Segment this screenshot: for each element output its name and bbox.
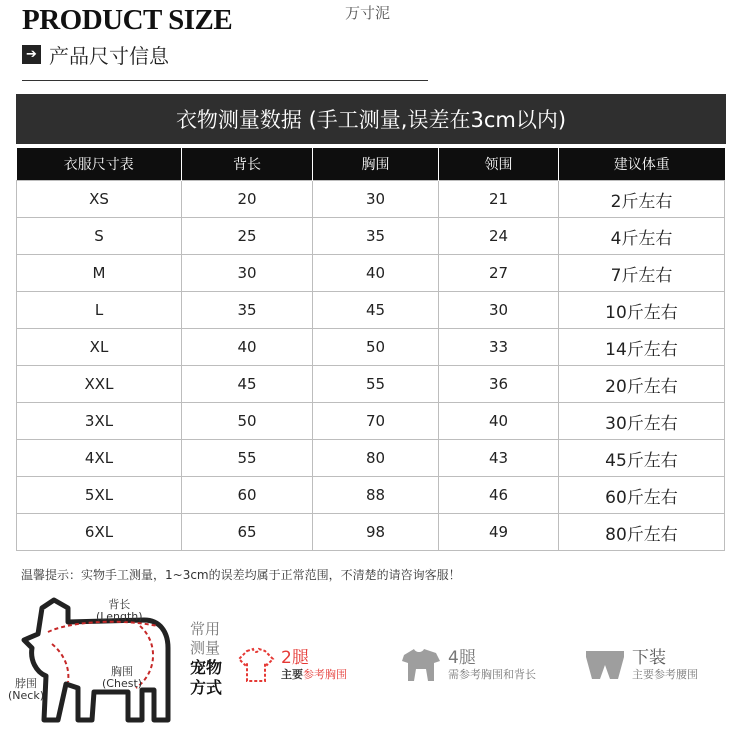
table-row	[17, 255, 725, 292]
table-row	[17, 329, 725, 366]
cell-chest: 70	[313, 403, 439, 440]
brand-name: 万寸泥	[345, 4, 391, 22]
cell-back-length: 45	[182, 366, 313, 403]
table-row	[17, 181, 725, 218]
measurement-banner: 衣物测量数据 (手工测量,误差在3cm以内)	[16, 94, 726, 144]
cell-weight: 4斤左右	[559, 218, 725, 255]
header-chest: 胸围	[313, 148, 439, 181]
header-neck: 领围	[439, 148, 559, 181]
cell-size: M	[17, 255, 182, 292]
cell-chest: 35	[313, 218, 439, 255]
cell-neck: 24	[439, 218, 559, 255]
cell-weight: 60斤左右	[559, 477, 725, 514]
neck-label: 脖围	[15, 677, 37, 690]
cell-chest: 45	[313, 292, 439, 329]
cell-back-length: 30	[182, 255, 313, 292]
cell-chest: 88	[313, 477, 439, 514]
length-en-label: (Length)	[96, 610, 143, 623]
cell-back-length: 60	[182, 477, 313, 514]
cell-back-length: 40	[182, 329, 313, 366]
cell-back-length: 25	[182, 218, 313, 255]
pants-icon	[582, 645, 628, 685]
cell-weight: 2斤左右	[559, 181, 725, 218]
measure-method	[190, 620, 230, 698]
cell-chest: 80	[313, 440, 439, 477]
table-row	[17, 403, 725, 440]
category-two-legs-desc-bold: 主要	[281, 668, 303, 681]
cell-weight: 30斤左右	[559, 403, 725, 440]
category-pants-desc: 主要参考腰围	[632, 668, 698, 681]
cell-neck: 36	[439, 366, 559, 403]
cell-size: 3XL	[17, 403, 182, 440]
method-line-3: 宠物	[190, 658, 223, 677]
cell-weight: 14斤左右	[559, 329, 725, 366]
cell-back-length: 35	[182, 292, 313, 329]
cell-chest: 40	[313, 255, 439, 292]
cell-neck: 40	[439, 403, 559, 440]
cell-size: 4XL	[17, 440, 182, 477]
table-row	[17, 477, 725, 514]
category-two-legs-desc: 参考胸围	[303, 668, 347, 681]
cell-neck: 21	[439, 181, 559, 218]
size-table	[16, 148, 725, 551]
cell-chest: 98	[313, 514, 439, 551]
cell-back-length: 55	[182, 440, 313, 477]
cell-weight: 7斤左右	[559, 255, 725, 292]
header-size: 衣服尺寸表	[17, 148, 182, 181]
four-leg-suit-icon	[398, 645, 444, 685]
category-four-legs-desc: 需参考胸围和背长	[448, 668, 536, 681]
table-row	[17, 218, 725, 255]
category-four-legs	[398, 645, 536, 685]
cell-back-length: 20	[182, 181, 313, 218]
category-two-legs-title: 2腿	[281, 648, 309, 668]
divider	[22, 80, 428, 81]
cell-size: 6XL	[17, 514, 182, 551]
cell-neck: 43	[439, 440, 559, 477]
cell-weight: 20斤左右	[559, 366, 725, 403]
cell-size: S	[17, 218, 182, 255]
header-back-length: 背长	[182, 148, 313, 181]
cell-chest: 30	[313, 181, 439, 218]
category-pants-title: 下装	[632, 648, 666, 668]
cell-size: XXL	[17, 366, 182, 403]
cell-weight: 45斤左右	[559, 440, 725, 477]
cell-weight: 10斤左右	[559, 292, 725, 329]
tip-text: 温馨提示：实物手工测量，1~3cm的误差均属于正常范围，不清楚的请咨询客服！	[21, 568, 461, 582]
cell-size: 5XL	[17, 477, 182, 514]
table-row	[17, 514, 725, 551]
arrow-right-icon: ➔	[22, 45, 41, 64]
method-line-1: 常用	[190, 620, 221, 638]
table-row	[17, 440, 725, 477]
cell-weight: 80斤左右	[559, 514, 725, 551]
product-size-title: PRODUCT SIZE	[22, 4, 233, 36]
cell-size: XS	[17, 181, 182, 218]
cell-neck: 49	[439, 514, 559, 551]
category-pants	[582, 645, 698, 685]
method-line-4: 方式	[190, 678, 223, 697]
tshirt-icon	[235, 645, 277, 685]
cell-neck: 30	[439, 292, 559, 329]
cell-back-length: 50	[182, 403, 313, 440]
table-row	[17, 366, 725, 403]
cell-chest: 50	[313, 329, 439, 366]
method-line-2: 测量	[190, 639, 221, 657]
cell-neck: 33	[439, 329, 559, 366]
cell-size: L	[17, 292, 182, 329]
chest-en-label: (Chest)	[102, 677, 143, 690]
subtitle-row	[22, 40, 169, 69]
header-weight: 建议体重	[559, 148, 725, 181]
cell-chest: 55	[313, 366, 439, 403]
table-row	[17, 292, 725, 329]
cell-back-length: 65	[182, 514, 313, 551]
cell-neck: 27	[439, 255, 559, 292]
length-label: 背长	[108, 598, 131, 611]
subtitle: 产品尺寸信息	[49, 44, 169, 68]
cell-size: XL	[17, 329, 182, 366]
chest-label: 胸围	[111, 665, 134, 678]
neck-en-label: (Neck)	[8, 689, 44, 702]
category-four-legs-title: 4腿	[448, 648, 476, 668]
category-two-legs	[235, 645, 347, 685]
cell-neck: 46	[439, 477, 559, 514]
table-header-row	[17, 148, 725, 181]
